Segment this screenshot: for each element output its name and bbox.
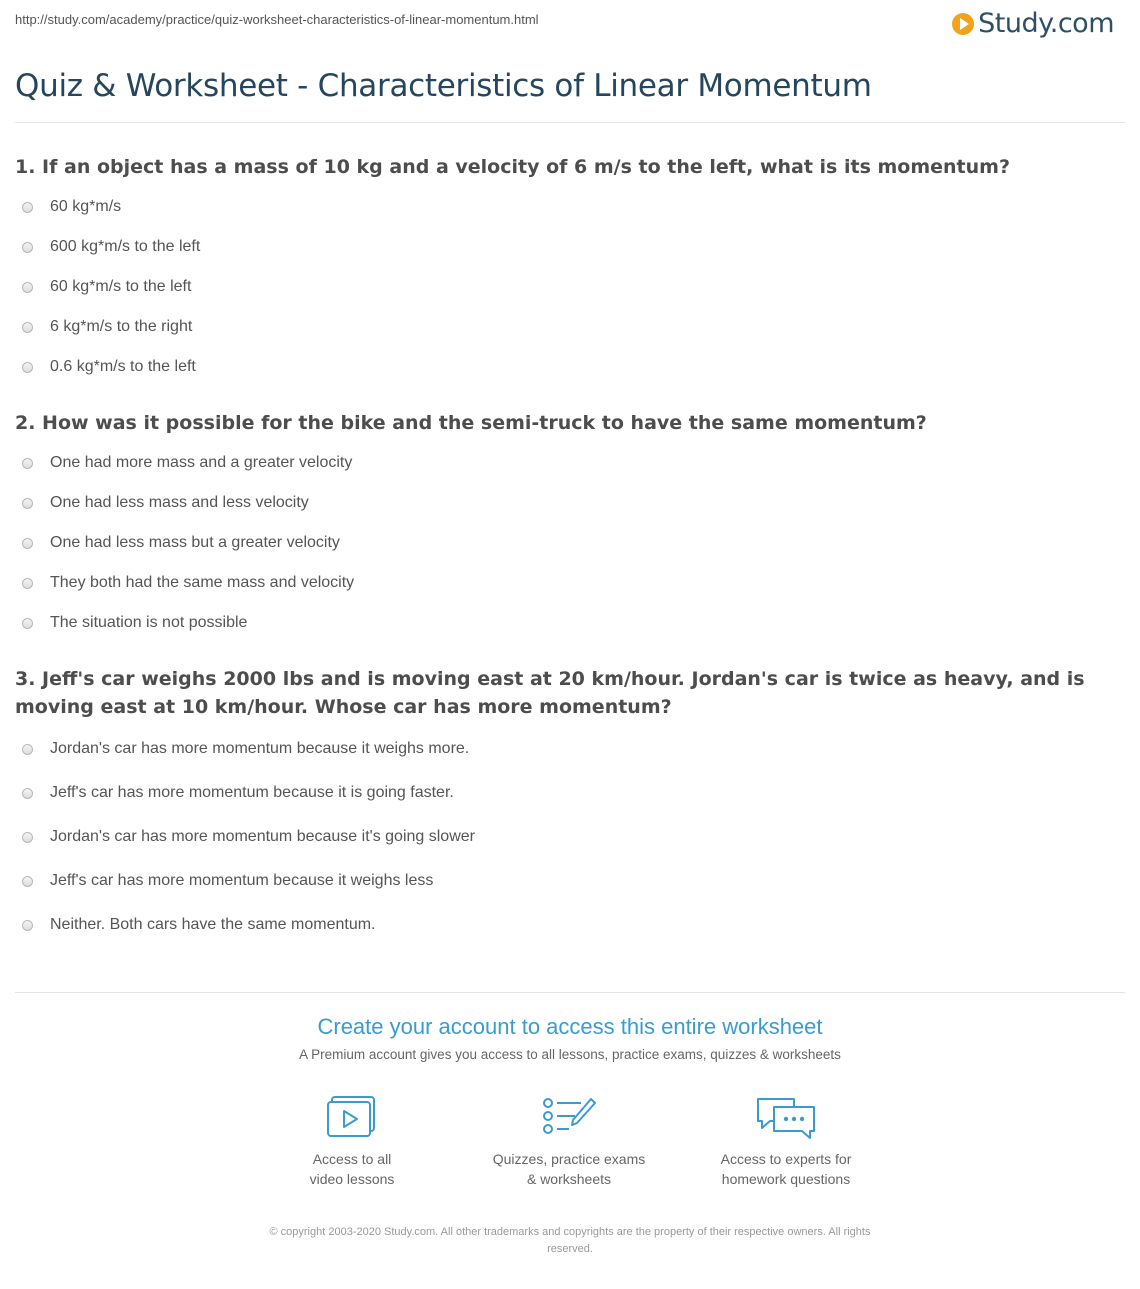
answer-options [15, 187, 1125, 387]
answer-label: Neither. Both cars have the same momentum. [50, 916, 376, 933]
question-text: 3. Jeff's car weighs 2000 lbs and is moving east at 20 km/hour. Jordan's car is twice as heavy, and is moving east at 10 km/hour. Whose car has more momentum? [15, 668, 1085, 718]
cta-subtitle: A Premium account gives you access to all lessons, practice exams, quizzes & worksheets [299, 1047, 841, 1062]
play-icon [952, 13, 974, 35]
question-text: 1. If an object has a mass of 10 kg and a velocity of 6 m/s to the left, what is its momentum? [15, 156, 1010, 178]
logo-text: Study.com [978, 8, 1114, 39]
signup-cta [0, 1014, 1140, 1062]
answer-option[interactable] [15, 771, 1125, 815]
feature-quizzes [469, 1095, 669, 1189]
radio-icon[interactable] [22, 282, 33, 293]
radio-icon[interactable] [22, 498, 33, 509]
answer-option[interactable] [15, 727, 1125, 771]
feature-line: Access to experts for [720, 1151, 852, 1167]
footer-line: reserved. [547, 1243, 593, 1255]
answer-label: The situation is not possible [50, 614, 248, 631]
answer-option[interactable] [15, 227, 1125, 267]
quiz-checklist-icon [541, 1095, 597, 1141]
cta-divider [15, 992, 1125, 993]
radio-icon[interactable] [22, 202, 33, 213]
answer-label: One had less mass but a greater velocity [50, 534, 340, 551]
answer-label: Jeff's car has more momentum because it weighs less [50, 872, 434, 889]
question-1 [15, 153, 1125, 387]
answer-option[interactable] [15, 483, 1125, 523]
copyright-footer [210, 1224, 930, 1258]
radio-icon[interactable] [22, 578, 33, 589]
radio-icon[interactable] [22, 458, 33, 469]
answer-label: Jordan's car has more momentum because it's going slower [50, 828, 475, 845]
title-divider [15, 122, 1125, 123]
page-title: Quiz & Worksheet - Characteristics of Linear Momentum [15, 68, 872, 104]
radio-icon[interactable] [22, 618, 33, 629]
video-lesson-icon [326, 1095, 378, 1141]
answer-option[interactable] [15, 267, 1125, 307]
feature-video-lessons [252, 1095, 452, 1189]
feature-line: & worksheets [526, 1171, 612, 1187]
answer-label: 0.6 kg*m/s to the left [50, 358, 196, 375]
answer-option[interactable] [15, 903, 1125, 947]
answer-label: One had more mass and a greater velocity [50, 454, 353, 471]
study-logo[interactable] [952, 8, 1114, 39]
radio-icon[interactable] [22, 538, 33, 549]
answer-option[interactable] [15, 347, 1125, 387]
answer-option[interactable] [15, 307, 1125, 347]
radio-icon[interactable] [22, 788, 33, 799]
chat-bubbles-icon [754, 1095, 818, 1141]
cta-title-link[interactable]: Create your account to access this entire worksheet [317, 1014, 823, 1039]
answer-label: One had less mass and less velocity [50, 494, 309, 511]
feature-line: homework questions [721, 1171, 851, 1187]
question-text: 2. How was it possible for the bike and the semi-truck to have the same momentum? [15, 412, 927, 434]
answer-label: Jordan's car has more momentum because it weighs more. [50, 740, 470, 757]
answer-option[interactable] [15, 815, 1125, 859]
question-3 [15, 665, 1125, 947]
radio-icon[interactable] [22, 876, 33, 887]
answer-label: 600 kg*m/s to the left [50, 238, 201, 255]
feature-line: Access to all [312, 1151, 392, 1167]
radio-icon[interactable] [22, 322, 33, 333]
radio-icon[interactable] [22, 242, 33, 253]
radio-icon[interactable] [22, 920, 33, 931]
answer-label: 60 kg*m/s [50, 198, 122, 215]
radio-icon[interactable] [22, 362, 33, 373]
answer-option[interactable] [15, 443, 1125, 483]
answer-option[interactable] [15, 187, 1125, 227]
answer-options [15, 727, 1125, 947]
footer-line: © copyright 2003-2020 Study.com. All other trademarks and copyrights are the property of their respective owners. All rights [269, 1226, 871, 1238]
radio-icon[interactable] [22, 832, 33, 843]
page-url[interactable]: http://study.com/academy/practice/quiz-worksheet-characteristics-of-linear-momentum.html [15, 12, 539, 27]
feature-line: video lessons [309, 1171, 395, 1187]
answer-options [15, 443, 1125, 643]
answer-option[interactable] [15, 563, 1125, 603]
question-list [15, 153, 1125, 969]
radio-icon[interactable] [22, 744, 33, 755]
answer-option[interactable] [15, 859, 1125, 903]
answer-label: 60 kg*m/s to the left [50, 278, 192, 295]
question-2 [15, 409, 1125, 643]
answer-label: 6 kg*m/s to the right [50, 318, 193, 335]
feature-line: Quizzes, practice exams [492, 1151, 646, 1167]
answer-option[interactable] [15, 603, 1125, 643]
feature-experts [686, 1095, 886, 1189]
answer-label: Jeff's car has more momentum because it is going faster. [50, 784, 454, 801]
answer-label: They both had the same mass and velocity [50, 574, 355, 591]
answer-option[interactable] [15, 523, 1125, 563]
